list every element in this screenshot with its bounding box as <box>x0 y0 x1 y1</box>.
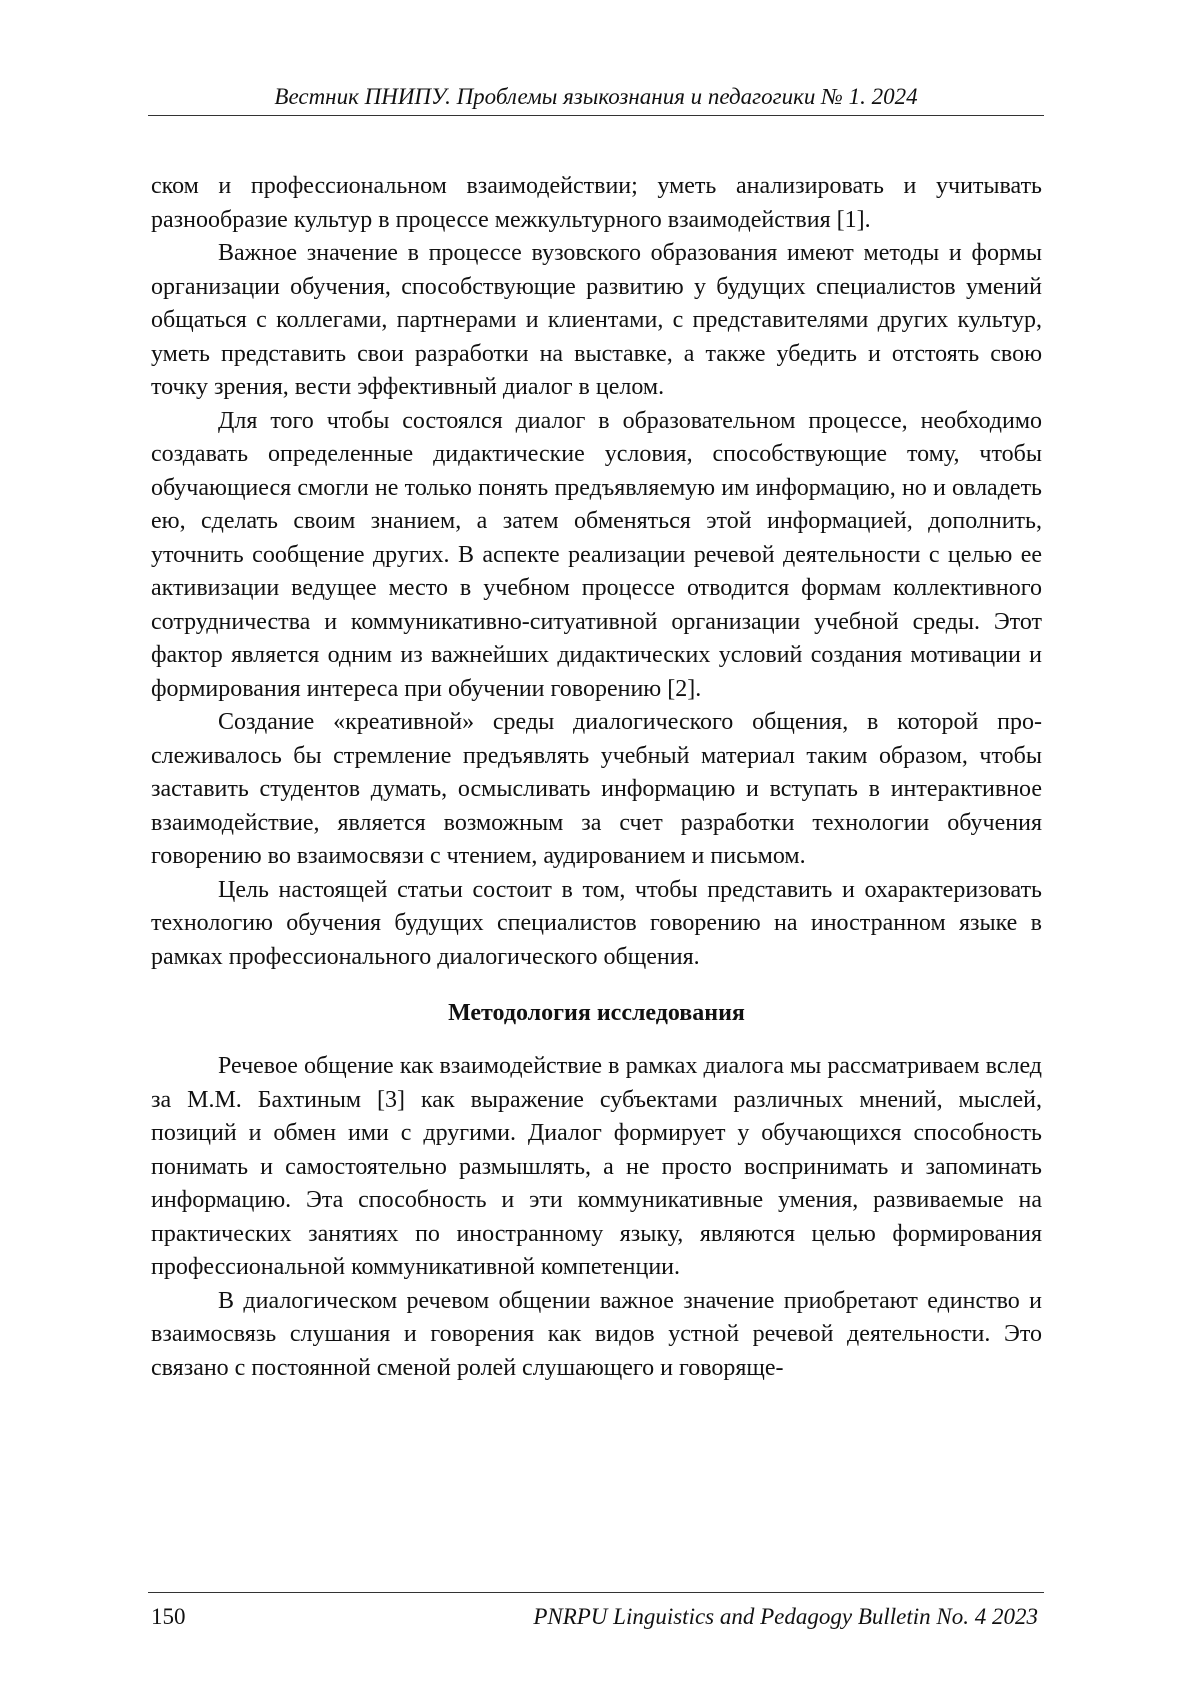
footer-journal-title: PNRPU Linguistics and Pedagogy Bulletin No. 4 2023 <box>533 1602 1038 1632</box>
paragraph: В диалогическом речевом общении важное значение приобретают единство и взаимосвязь слушания и говорения как видов устной речевой дея­тельности. Это связано с постоянной сменой ролей слушающего и говоряще- <box>151 1285 1042 1386</box>
running-header: Вестник ПНИПУ. Проблемы языкознания и педагогики № 1. 2024 <box>148 82 1044 112</box>
paragraph: Важное значение в процессе вузовского образования имеют методы и формы организации обучения, способствующие развитию у будущих спе­циалистов умений общаться с коллегами, партнерами и клиентами, с пред­ставителями других культур, уметь представить свои разработки на выставке, а также убедить и отстоять свою точку зрения, вести эффективный диалог в целом. <box>151 237 1042 405</box>
paragraph-continued: ском и профессиональном взаимодействии; уметь анализировать и учиты­вать разнообразие культур в процессе межкультурного взаимодействия [1]. <box>151 170 1042 237</box>
paragraph: Создание «креативной» среды диалогического общения, в которой про­слеживалось бы стремление предъявлять учебный материал таким образом, чтобы заставить студентов думать, осмысливать информацию и вступать в интерактивное взаимодействие, является возможным за счет разработки технологии обучения говорению во взаимосвязи с чтением, аудированием и письмом. <box>151 706 1042 874</box>
article-body <box>151 170 1042 1385</box>
page-number: 150 <box>151 1602 186 1632</box>
footer-rule <box>148 1592 1044 1593</box>
paragraph: Речевое общение как взаимодействие в рамках диалога мы рассматри­ваем вслед за М.М. Бахтиным [3] как выражение субъектами различных мне­ний, мыслей, позиций и обмен ими с другими. Диалог формирует у обучаю­щихся способность понимать и самостоятельно размышлять, а не просто воспринимать и запоминать информацию. Эта способность и эти коммуника­тивные умения, развиваемые на практических занятиях по иностранному языку, являются целью формирования профессиональной коммуникативной компетенции. <box>151 1050 1042 1285</box>
header-rule <box>148 115 1044 116</box>
paragraph: Цель настоящей статьи состоит в том, чтобы представить и охарактери­зовать технологию обучения будущих специалистов говорению на иностран­ном языке в рамках профессионального диалогического общения. <box>151 874 1042 975</box>
section-heading: Методология исследования <box>151 998 1042 1028</box>
paragraph: Для того чтобы состоялся диалог в образовательном процессе, необхо­димо создавать определенные дидактические условия, способствующие тому, чтобы обучающиеся смогли не только понять предъявляемую им информа­цию, но и овладеть ею, сделать своим знанием, а затем обменяться этой ин­формацией, дополнить, уточнить сообщение других. В аспекте реализации речевой деятельности с целью ее активизации ведущее место в учебном про­цессе отводится формам коллективного сотрудничества и коммуникативно-ситуативной организации учебной среды. Этот фактор является одним из важнейших дидактических условий создания мотивации и формирования ин­тереса при обучении говорению [2]. <box>151 405 1042 707</box>
